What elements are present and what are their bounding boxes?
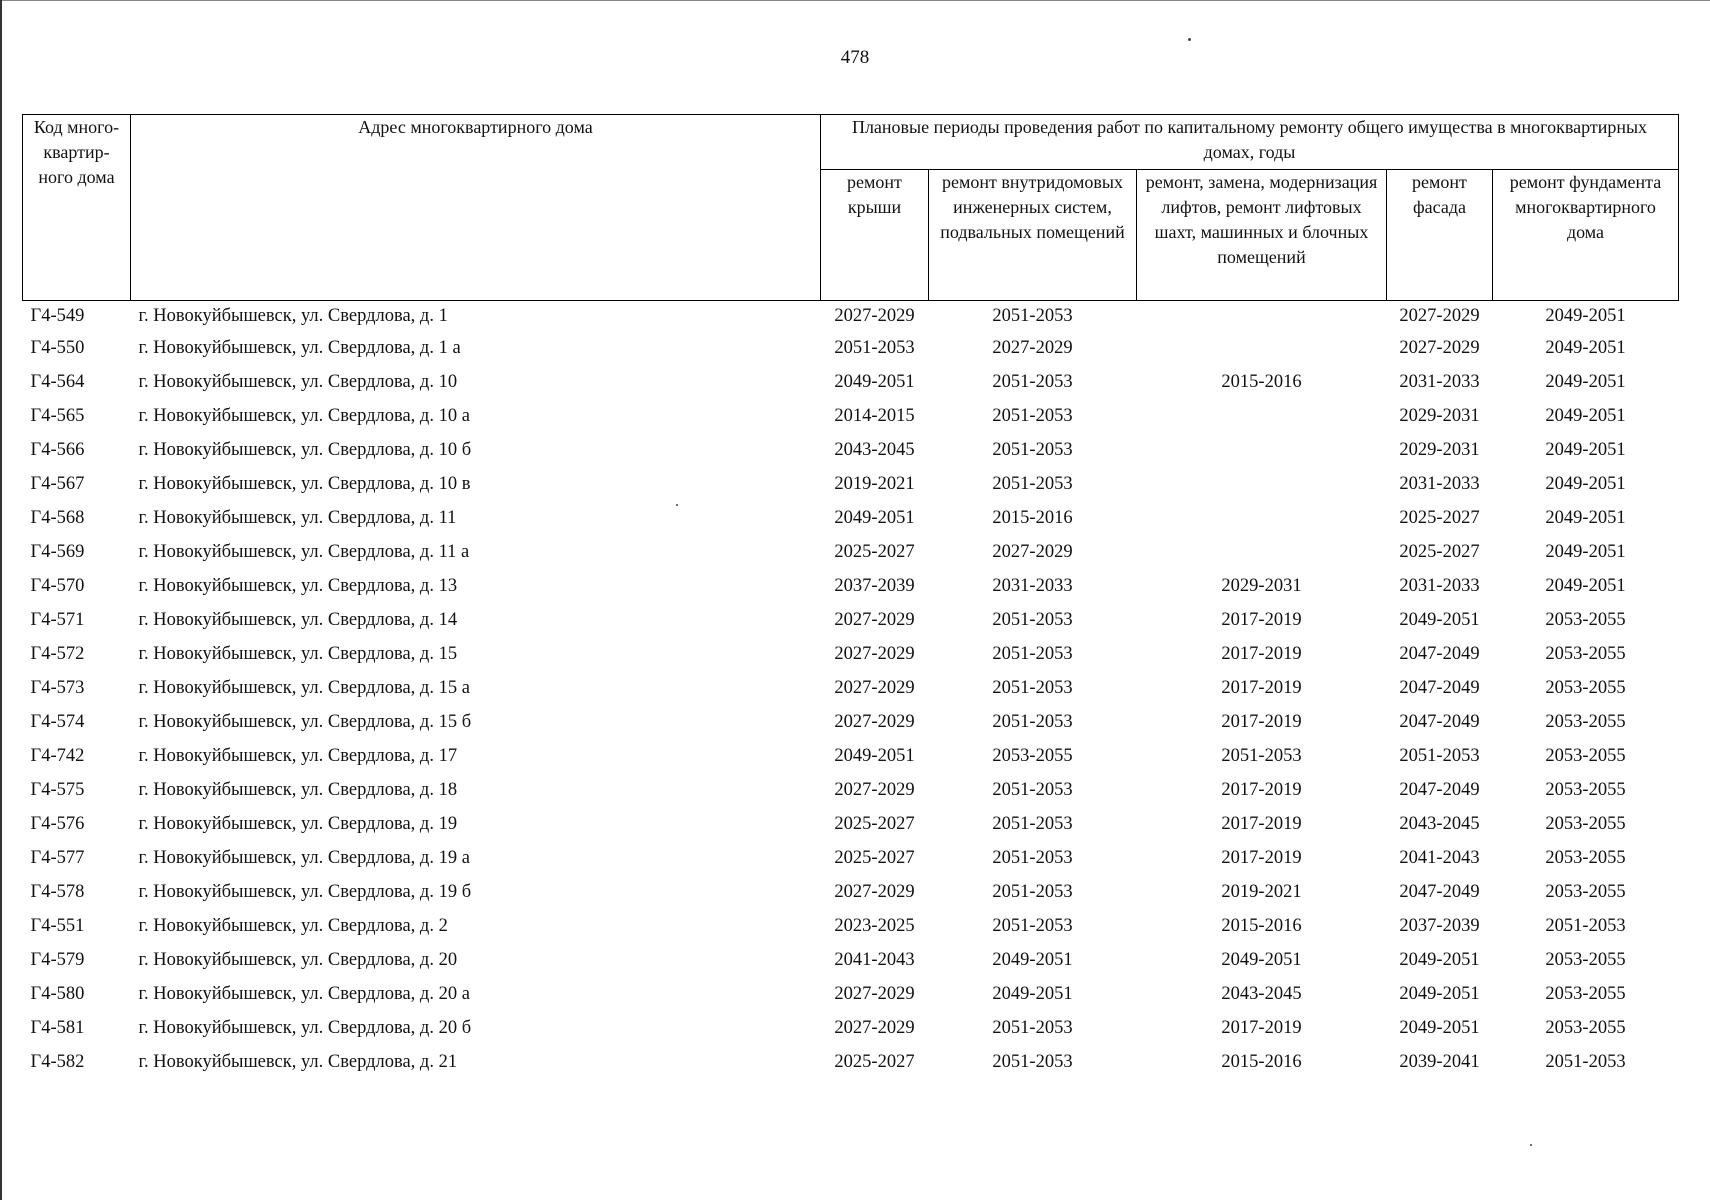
scan-edge-top	[0, 0, 1710, 1]
cell-code: Г4-579	[30, 950, 85, 970]
cell-lifts: 2017-2019	[1221, 610, 1302, 630]
capital-repair-table	[22, 114, 1679, 1079]
cell-foundation: 2053-2055	[1545, 950, 1626, 970]
cell-lifts: 2015-2016	[1221, 916, 1302, 936]
cell-lifts: 2017-2019	[1221, 814, 1302, 834]
table-row	[23, 501, 1679, 535]
table-row	[23, 705, 1679, 739]
cell-foundation: 2053-2055	[1545, 1018, 1626, 1038]
table-row	[23, 773, 1679, 807]
cell-code: Г4-550	[30, 338, 85, 358]
scan-speck	[1188, 38, 1191, 41]
cell-address: г. Новокуйбышевск, ул. Свердлова, д. 13	[138, 576, 458, 596]
cell-facade: 2025-2027	[1399, 542, 1480, 562]
cell-systems: 2051-2053	[992, 474, 1073, 494]
cell-lifts: 2029-2031	[1221, 576, 1302, 596]
cell-systems: 2031-2033	[992, 576, 1073, 596]
cell-code: Г4-569	[30, 542, 85, 562]
cell-systems: 2051-2053	[992, 1018, 1073, 1038]
cell-code: Г4-567	[30, 474, 85, 494]
table-row	[23, 671, 1679, 705]
cell-address: г. Новокуйбышевск, ул. Свердлова, д. 10 в	[138, 474, 471, 494]
cell-address: г. Новокуйбышевск, ул. Свердлова, д. 17	[138, 746, 458, 766]
cell-facade: 2031-2033	[1399, 474, 1480, 494]
cell-systems: 2027-2029	[992, 338, 1073, 358]
cell-lifts: 2017-2019	[1221, 780, 1302, 800]
cell-roof: 2027-2029	[834, 882, 915, 902]
table-row	[23, 909, 1679, 943]
scan-edge-left	[0, 0, 2, 1200]
cell-foundation: 2049-2051	[1545, 372, 1626, 392]
cell-roof: 2027-2029	[834, 984, 915, 1004]
cell-foundation: 2053-2055	[1545, 882, 1626, 902]
cell-facade: 2025-2027	[1399, 508, 1480, 528]
cell-roof: 2025-2027	[834, 542, 915, 562]
table-row	[23, 331, 1679, 365]
cell-address: г. Новокуйбышевск, ул. Свердлова, д. 11 а	[138, 542, 470, 562]
cell-address: г. Новокуйбышевск, ул. Свердлова, д. 15 а	[138, 678, 470, 698]
cell-facade: 2049-2051	[1399, 984, 1480, 1004]
cell-address: г. Новокуйбышевск, ул. Свердлова, д. 2	[138, 916, 448, 936]
cell-facade: 2047-2049	[1399, 712, 1480, 732]
cell-code: Г4-576	[30, 814, 85, 834]
header-periods: Плановые периоды проведения работ по капитальному ремонту общего имущества в многоквартирных домах, годы	[821, 115, 1679, 170]
cell-facade: 2031-2033	[1399, 372, 1480, 392]
cell-foundation: 2051-2053	[1545, 916, 1626, 936]
cell-facade: 2037-2039	[1399, 916, 1480, 936]
cell-address: г. Новокуйбышевск, ул. Свердлова, д. 1 а	[138, 338, 461, 358]
cell-systems: 2053-2055	[992, 746, 1073, 766]
cell-code: Г4-573	[30, 678, 85, 698]
cell-facade: 2049-2051	[1399, 610, 1480, 630]
cell-address: г. Новокуйбышевск, ул. Свердлова, д. 19 а	[138, 848, 470, 868]
cell-lifts	[1137, 331, 1387, 365]
table-body	[23, 301, 1679, 1080]
cell-foundation: 2053-2055	[1545, 610, 1626, 630]
cell-systems: 2051-2053	[992, 1052, 1073, 1072]
cell-code: Г4-582	[30, 1052, 85, 1072]
cell-roof: 2027-2029	[834, 780, 915, 800]
cell-lifts: 2017-2019	[1221, 712, 1302, 732]
cell-code: Г4-571	[30, 610, 85, 630]
cell-address: г. Новокуйбышевск, ул. Свердлова, д. 20 а	[138, 984, 470, 1004]
cell-lifts: 2019-2021	[1221, 882, 1302, 902]
cell-foundation: 2049-2051	[1545, 542, 1626, 562]
cell-code: Г4-568	[30, 508, 85, 528]
cell-systems: 2051-2053	[992, 440, 1073, 460]
table-row	[23, 301, 1679, 332]
cell-facade: 2031-2033	[1399, 576, 1480, 596]
cell-roof: 2043-2045	[834, 440, 915, 460]
cell-lifts: 2043-2045	[1221, 984, 1302, 1004]
cell-systems: 2051-2053	[992, 678, 1073, 698]
cell-foundation: 2053-2055	[1545, 712, 1626, 732]
cell-facade: 2043-2045	[1399, 814, 1480, 834]
cell-lifts: 2017-2019	[1221, 678, 1302, 698]
cell-lifts	[1137, 535, 1387, 569]
cell-roof: 2025-2027	[834, 1052, 915, 1072]
cell-code: Г4-575	[30, 780, 85, 800]
table-row	[23, 1011, 1679, 1045]
cell-code: Г4-574	[30, 712, 85, 732]
cell-systems: 2049-2051	[992, 984, 1073, 1004]
cell-foundation: 2053-2055	[1545, 644, 1626, 664]
header-facade: ремонт фасада	[1387, 170, 1493, 301]
cell-lifts: 2017-2019	[1221, 644, 1302, 664]
cell-code: Г4-565	[30, 406, 85, 426]
cell-address: г. Новокуйбышевск, ул. Свердлова, д. 20	[138, 950, 458, 970]
table-row	[23, 1045, 1679, 1079]
cell-foundation: 2049-2051	[1545, 406, 1626, 426]
cell-code: Г4-580	[30, 984, 85, 1004]
cell-systems: 2051-2053	[992, 848, 1073, 868]
cell-facade: 2029-2031	[1399, 440, 1480, 460]
cell-lifts: 2051-2053	[1221, 746, 1302, 766]
cell-foundation: 2053-2055	[1545, 848, 1626, 868]
cell-code: Г4-572	[30, 644, 85, 664]
cell-facade: 2047-2049	[1399, 882, 1480, 902]
cell-address: г. Новокуйбышевск, ул. Свердлова, д. 14	[138, 610, 458, 630]
cell-code: Г4-566	[30, 440, 85, 460]
cell-foundation: 2053-2055	[1545, 814, 1626, 834]
header-code: Код много- квартир- ного дома	[23, 115, 131, 301]
header-systems: ремонт внутридомовых инженерных систем, подвальных помещений	[929, 170, 1137, 301]
cell-systems: 2015-2016	[992, 508, 1073, 528]
cell-systems: 2051-2053	[992, 406, 1073, 426]
cell-systems: 2051-2053	[992, 610, 1073, 630]
cell-systems: 2051-2053	[992, 306, 1073, 326]
header-address: Адрес многоквартирного дома	[131, 115, 821, 301]
cell-lifts	[1137, 467, 1387, 501]
cell-roof: 2027-2029	[834, 712, 915, 732]
cell-address: г. Новокуйбышевск, ул. Свердлова, д. 10	[138, 372, 458, 392]
table-row	[23, 977, 1679, 1011]
cell-systems: 2051-2053	[992, 814, 1073, 834]
cell-roof: 2049-2051	[834, 508, 915, 528]
cell-code: Г4-577	[30, 848, 85, 868]
cell-address: г. Новокуйбышевск, ул. Свердлова, д. 19 б	[138, 882, 472, 902]
cell-roof: 2027-2029	[834, 678, 915, 698]
cell-lifts	[1137, 301, 1387, 332]
cell-roof: 2049-2051	[834, 746, 915, 766]
cell-foundation: 2049-2051	[1545, 576, 1626, 596]
cell-foundation: 2049-2051	[1545, 306, 1626, 326]
cell-foundation: 2049-2051	[1545, 508, 1626, 528]
cell-lifts: 2049-2051	[1221, 950, 1302, 970]
table-row	[23, 535, 1679, 569]
cell-systems: 2051-2053	[992, 712, 1073, 732]
cell-roof: 2027-2029	[834, 610, 915, 630]
cell-address: г. Новокуйбышевск, ул. Свердлова, д. 10 б	[138, 440, 472, 460]
header-roof: ремонт крыши	[821, 170, 929, 301]
cell-address: г. Новокуйбышевск, ул. Свердлова, д. 21	[138, 1052, 458, 1072]
cell-code: Г4-570	[30, 576, 85, 596]
cell-roof: 2037-2039	[834, 576, 915, 596]
table-row	[23, 943, 1679, 977]
cell-lifts: 2015-2016	[1221, 372, 1302, 392]
cell-roof: 2027-2029	[834, 644, 915, 664]
cell-address: г. Новокуйбышевск, ул. Свердлова, д. 19	[138, 814, 458, 834]
cell-address: г. Новокуйбышевск, ул. Свердлова, д. 15	[138, 644, 458, 664]
cell-roof: 2049-2051	[834, 372, 915, 392]
cell-lifts: 2017-2019	[1221, 1018, 1302, 1038]
cell-code: Г4-578	[30, 882, 85, 902]
cell-code: Г4-551	[30, 916, 85, 936]
cell-foundation: 2049-2051	[1545, 338, 1626, 358]
cell-facade: 2041-2043	[1399, 848, 1480, 868]
table-row	[23, 399, 1679, 433]
cell-code: Г4-581	[30, 1018, 85, 1038]
table-row	[23, 365, 1679, 399]
cell-roof: 2019-2021	[834, 474, 915, 494]
cell-lifts: 2015-2016	[1221, 1052, 1302, 1072]
cell-systems: 2051-2053	[992, 882, 1073, 902]
cell-facade: 2049-2051	[1399, 1018, 1480, 1038]
table-row	[23, 467, 1679, 501]
table-row	[23, 841, 1679, 875]
cell-facade: 2039-2041	[1399, 1052, 1480, 1072]
table-header	[23, 115, 1679, 301]
cell-systems: 2051-2053	[992, 644, 1073, 664]
scan-speck	[1530, 1144, 1532, 1146]
cell-code: Г4-549	[30, 306, 85, 326]
cell-foundation: 2053-2055	[1545, 678, 1626, 698]
table-row	[23, 603, 1679, 637]
cell-facade: 2027-2029	[1399, 306, 1480, 326]
table-row	[23, 875, 1679, 909]
cell-address: г. Новокуйбышевск, ул. Свердлова, д. 15 б	[138, 712, 472, 732]
cell-foundation: 2049-2051	[1545, 440, 1626, 460]
cell-roof: 2027-2029	[834, 306, 915, 326]
cell-systems: 2051-2053	[992, 916, 1073, 936]
cell-address: г. Новокуйбышевск, ул. Свердлова, д. 10 а	[138, 406, 470, 426]
cell-roof: 2025-2027	[834, 814, 915, 834]
cell-systems: 2049-2051	[992, 950, 1073, 970]
cell-facade: 2047-2049	[1399, 780, 1480, 800]
cell-roof: 2027-2029	[834, 1018, 915, 1038]
cell-systems: 2051-2053	[992, 780, 1073, 800]
cell-foundation: 2053-2055	[1545, 746, 1626, 766]
header-foundation: ремонт фундамента многоквартирного дома	[1493, 170, 1679, 301]
cell-code: Г4-742	[30, 746, 85, 766]
cell-systems: 2027-2029	[992, 542, 1073, 562]
cell-address: г. Новокуйбышевск, ул. Свердлова, д. 1	[138, 306, 448, 326]
page-number: 478	[840, 47, 870, 68]
cell-facade: 2027-2029	[1399, 338, 1480, 358]
cell-lifts	[1137, 433, 1387, 467]
cell-facade: 2029-2031	[1399, 406, 1480, 426]
cell-roof: 2041-2043	[834, 950, 915, 970]
cell-code: Г4-564	[30, 372, 85, 392]
cell-foundation: 2049-2051	[1545, 474, 1626, 494]
cell-roof: 2014-2015	[834, 406, 915, 426]
cell-roof: 2023-2025	[834, 916, 915, 936]
table-row	[23, 433, 1679, 467]
cell-lifts	[1137, 399, 1387, 433]
cell-roof: 2025-2027	[834, 848, 915, 868]
table-row	[23, 807, 1679, 841]
table-row	[23, 637, 1679, 671]
cell-facade: 2051-2053	[1399, 746, 1480, 766]
cell-foundation: 2051-2053	[1545, 1052, 1626, 1072]
table-row	[23, 739, 1679, 773]
cell-facade: 2047-2049	[1399, 644, 1480, 664]
cell-foundation: 2053-2055	[1545, 984, 1626, 1004]
table-row	[23, 569, 1679, 603]
cell-foundation: 2053-2055	[1545, 780, 1626, 800]
cell-facade: 2049-2051	[1399, 950, 1480, 970]
cell-facade: 2047-2049	[1399, 678, 1480, 698]
cell-lifts	[1137, 501, 1387, 535]
header-lifts: ремонт, замена, модернизация лифтов, ремонт лифтовых шахт, машинных и блочных помещений	[1137, 170, 1387, 301]
cell-lifts: 2017-2019	[1221, 848, 1302, 868]
cell-systems: 2051-2053	[992, 372, 1073, 392]
cell-address: г. Новокуйбышевск, ул. Свердлова, д. 18	[138, 780, 458, 800]
cell-address: г. Новокуйбышевск, ул. Свердлова, д. 11	[138, 508, 457, 528]
cell-address: г. Новокуйбышевск, ул. Свердлова, д. 20 б	[138, 1018, 472, 1038]
cell-roof: 2051-2053	[834, 338, 915, 358]
